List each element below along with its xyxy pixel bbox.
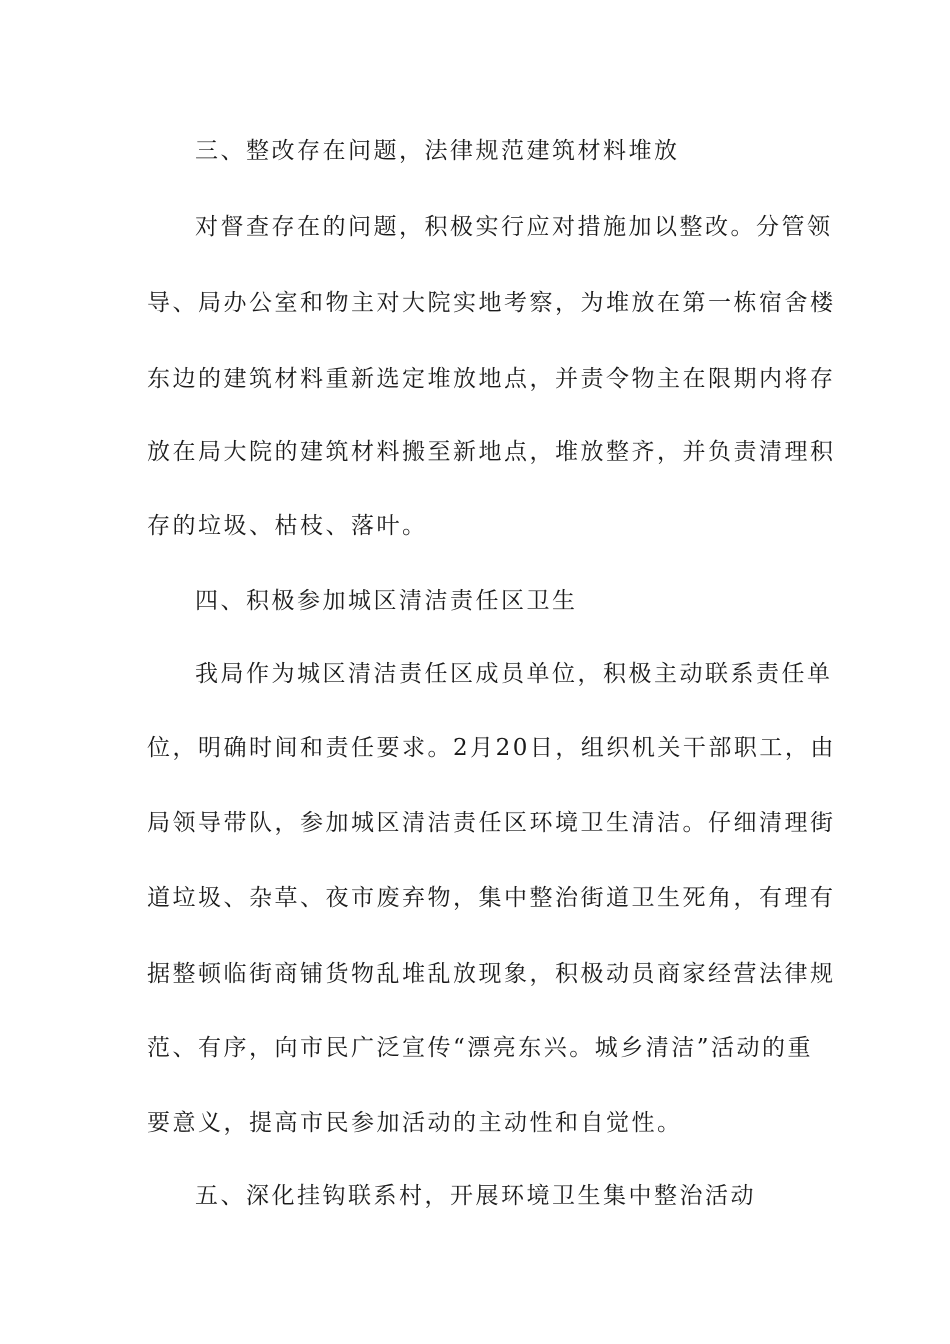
- paragraph-line: 位，明确时间和责任要求。2月20日，组织机关干部职工，由: [147, 735, 836, 761]
- paragraph-line: 要意义，提高市民参加活动的主动性和自觉性。: [147, 1110, 683, 1136]
- section-heading-5: 五、深化挂钩联系村，开展环境卫生集中整治活动: [195, 1183, 756, 1209]
- paragraph-line: 局领导带队，参加城区清洁责任区环境卫生清洁。仔细清理街: [147, 810, 836, 836]
- paragraph-line: 放在局大院的建筑材料搬至新地点，堆放整齐，并负责清理积: [147, 439, 836, 465]
- paragraph-line: 对督查存在的问题，积极实行应对措施加以整改。分管领: [195, 214, 833, 240]
- paragraph-line: 范、有序，向市民广泛宣传“漂亮东兴。城乡清洁”活动的重: [147, 1035, 814, 1061]
- section-heading-3: 三、整改存在问题，法律规范建筑材料堆放: [195, 138, 680, 164]
- section-heading-4: 四、积极参加城区清洁责任区卫生: [195, 588, 578, 614]
- paragraph-line: 导、局办公室和物主对大院实地考察，为堆放在第一栋宿舍楼: [147, 290, 836, 316]
- paragraph-line: 据整顿临街商铺货物乱堆乱放现象，积极动员商家经营法律规: [147, 961, 836, 987]
- paragraph-line: 东边的建筑材料重新选定堆放地点，并责令物主在限期内将存: [147, 366, 836, 392]
- paragraph-line: 我局作为城区清洁责任区成员单位，积极主动联系责任单: [195, 661, 833, 687]
- paragraph-line: 存的垃圾、枯枝、落叶。: [147, 513, 428, 539]
- paragraph-line: 道垃圾、杂草、夜市废弃物，集中整治街道卫生死角，有理有: [147, 885, 836, 911]
